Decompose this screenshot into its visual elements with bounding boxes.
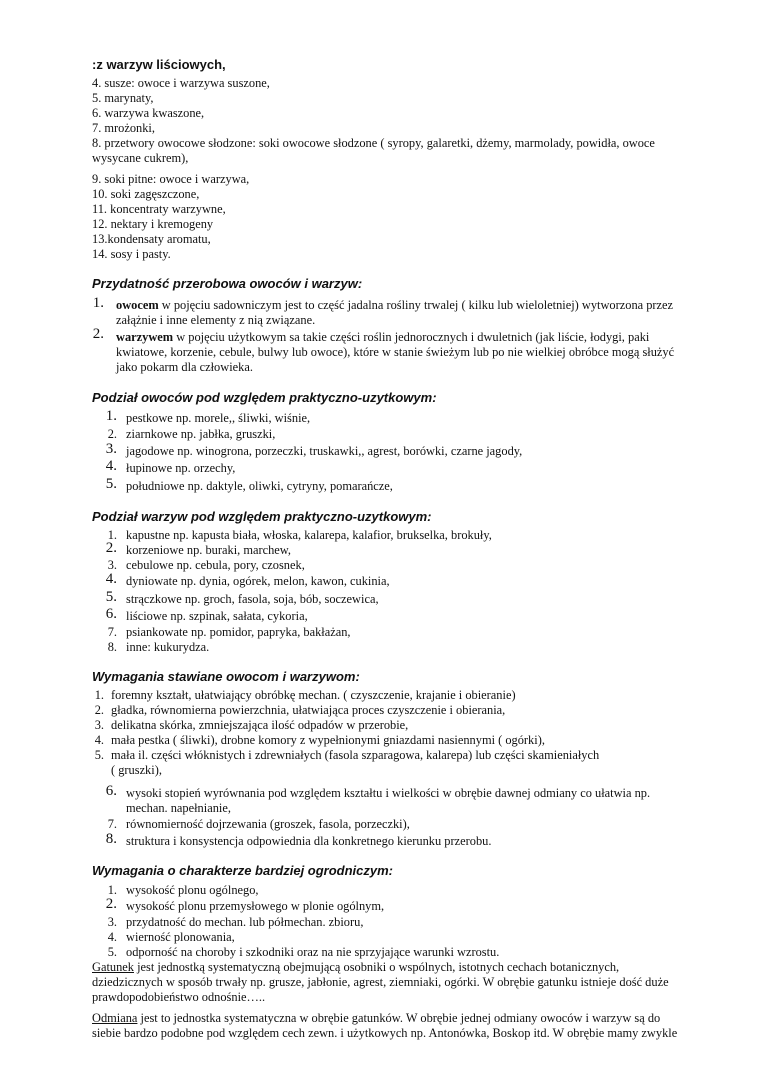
list-item: ziarnkowe np. jabłka, gruszki, [126, 427, 276, 441]
list-item: odporność na choroby i szkodniki oraz na nie sprzyjające warunki wzrostu. [126, 945, 500, 959]
list-number: 7. [107, 817, 117, 831]
top-heading: :z warzyw liściowych, [92, 57, 226, 72]
section-heading: Wymagania stawiane owocom i warzywom: [92, 669, 360, 684]
list-number: 4. [94, 733, 104, 747]
list-number: 8. [105, 831, 117, 847]
list-number: 6. [105, 783, 117, 799]
list-item: 6. warzywa kwaszone, [92, 106, 205, 120]
list-item: 14. sosy i pasty. [92, 247, 171, 261]
list-number: 1. [107, 528, 117, 542]
list-item: jagodowe np. winogrona, porzeczki, truskawki,, agrest, borówki, czarne jagody, [126, 444, 523, 458]
list-item: wysoki stopień wyrównania pod względem kształtu i wielkości w obrębie dawnej odmiany co ułatwia np. [126, 786, 651, 800]
list-item: 8. przetwory owocowe słodzone: soki owocowe słodzone ( syropy, galaretki, dżemy, marmolady, powidła, owoce [92, 136, 655, 150]
section-heading: Podział owoców pod względem praktyczno-uzytkowym: [92, 390, 437, 405]
list-number: 5. [105, 589, 117, 605]
list-item: łupinowe np. orzechy, [126, 461, 236, 475]
term-odmiana: Odmiana [92, 1011, 138, 1025]
list-item: warzywem w pojęciu użytkowym sa takie części roślin jednorocznych i dwuletnich (jak liście, łodygi, paki [116, 330, 650, 344]
list-item: inne: kukurydza. [126, 640, 210, 654]
list-number: 3. [107, 915, 117, 929]
list-number: 3. [107, 558, 117, 572]
list-item: południowe np. daktyle, oliwki, cytryny, pomarańcze, [126, 479, 393, 493]
list-item: korzeniowe np. buraki, marchew, [126, 543, 292, 557]
list-item: wysokość plonu przemysłowego w plonie ogólnym, [126, 899, 385, 913]
list-item-cont: kwiatowe, korzenie, cebule, bulwy lub owoce), które w stanie świeżym lub po nie wielkiej obróbce mogą służyć [116, 345, 675, 359]
list-number: 5. [94, 748, 104, 762]
list-item: cebulowe np. cebula, pory, czosnek, [126, 558, 305, 572]
list-number: 4. [107, 930, 117, 944]
list-item: 10. soki zagęszczone, [92, 187, 200, 201]
paragraph-line: prawdopodobieństwo odnośnie….. [92, 990, 266, 1004]
paragraph-line: siebie bardzo podobne pod względem cech zewn. i użytkowych np. Antonówka, Boskop itd. W obrębie mamy zwykle [92, 1026, 678, 1040]
list-item: 9. soki pitne: owoce i warzywa, [92, 172, 250, 186]
list-item: delikatna skórka, zmniejszająca ilość odpadów w przerobie, [111, 718, 409, 732]
list-item-cont: załążnie i inne elementy z nią związane. [116, 313, 316, 327]
section-heading: Przydatność przerobowa owoców i warzyw: [92, 276, 363, 291]
list-item: 4. susze: owoce i warzywa suszone, [92, 76, 270, 90]
paragraph-odmiana: Odmiana jest to jednostka systematyczna w obrębie gatunków. W obrębie jednej odmiany owoców i warzyw są do [92, 1011, 661, 1025]
list-item: struktura i konsystencja odpowiednia dla konkretnego kierunku przerobu. [126, 834, 492, 848]
list-item-cont: ( gruszki), [111, 763, 162, 777]
list-item: 7. mrożonki, [92, 121, 155, 135]
list-item-cont: mechan. napełnianie, [126, 801, 231, 815]
list-number: 2. [105, 896, 117, 912]
list-item: psiankowate np. pomidor, papryka, bakłażan, [126, 625, 351, 639]
section-heading: Wymagania o charakterze bardziej ogrodniczym: [92, 863, 394, 878]
list-number: 2. [107, 427, 117, 441]
list-number: 5. [105, 476, 117, 492]
list-item: gładka, równomierna powierzchnia, ułatwiająca proces czyszczenie i obierania, [111, 703, 506, 717]
list-item: mała pestka ( śliwki), drobne komory z wypełnionymi gniazdami nasiennymi ( ogórki), [111, 733, 545, 747]
list-item: 12. nektary i kremogeny [92, 217, 214, 231]
list-item: równomierność dojrzewania (groszek, fasola, porzeczki), [126, 817, 410, 831]
list-item: wysokość plonu ogólnego, [126, 883, 259, 897]
list-item: liściowe np. szpinak, sałata, cykoria, [126, 609, 308, 623]
list-item-cont: jako pokarm dla człowieka. [116, 360, 253, 374]
list-item: dyniowate np. dynia, ogórek, melon, kawon, cukinia, [126, 574, 390, 588]
list-number: 6. [105, 606, 117, 622]
list-item: 5. marynaty, [92, 91, 154, 105]
list-number: 2. [105, 540, 117, 556]
list-number: 3. [94, 718, 104, 732]
list-item: owocem w pojęciu sadowniczym jest to część jadalna rośliny trwalej ( kilku lub wieloletniej) wytworzona przez [116, 298, 674, 312]
paragraph-gatunek: Gatunek jest jednostką systematyczną obejmującą osobniki o wspólnych, istotnych cechach botanicznych, [92, 960, 620, 974]
list-number: 4. [105, 458, 117, 474]
list-item: strączkowe np. groch, fasola, soja, bób, soczewica, [126, 592, 379, 606]
list-item: przydatność do mechan. lub półmechan. zbioru, [126, 915, 364, 929]
list-item: mała il. części włóknistych i zdrewniałych (fasola szparagowa, kalarepa) lub części skamieniałych [111, 748, 600, 762]
list-number: 1. [94, 688, 104, 702]
list-number: 1. [107, 883, 117, 897]
list-number: 5. [107, 945, 117, 959]
list-number: 4. [105, 571, 117, 587]
list-number: 1. [92, 295, 104, 311]
list-item: pestkowe np. morele,, śliwki, wiśnie, [126, 411, 311, 425]
list-number: 3. [105, 441, 117, 457]
list-number: 8. [107, 640, 117, 654]
list-item: foremny kształt, ułatwiający obróbkę mechan. ( czyszczenie, krajanie i obieranie) [111, 688, 516, 702]
list-number: 2. [94, 703, 104, 717]
paragraph-line: dziedzicznych w sposób trwały np. grusze, jabłonie, agrest, ziemniaki, ogórki. W obrębie gatunku istnieje dość duże [92, 975, 669, 989]
list-item: kapustne np. kapusta biała, włoska, kalarepa, kalafior, brukselka, brokuły, [126, 528, 492, 542]
list-number: 1. [105, 408, 117, 424]
list-number: 7. [107, 625, 117, 639]
section-heading: Podział warzyw pod względem praktyczno-uzytkowym: [92, 509, 432, 524]
list-item: wierność plonowania, [126, 930, 235, 944]
list-number: 2. [92, 326, 104, 342]
term-gatunek: Gatunek [92, 960, 134, 974]
list-item: wysycane cukrem), [92, 151, 189, 165]
list-item: 11. koncentraty warzywne, [92, 202, 226, 216]
list-item: 13.kondensaty aromatu, [92, 232, 211, 246]
